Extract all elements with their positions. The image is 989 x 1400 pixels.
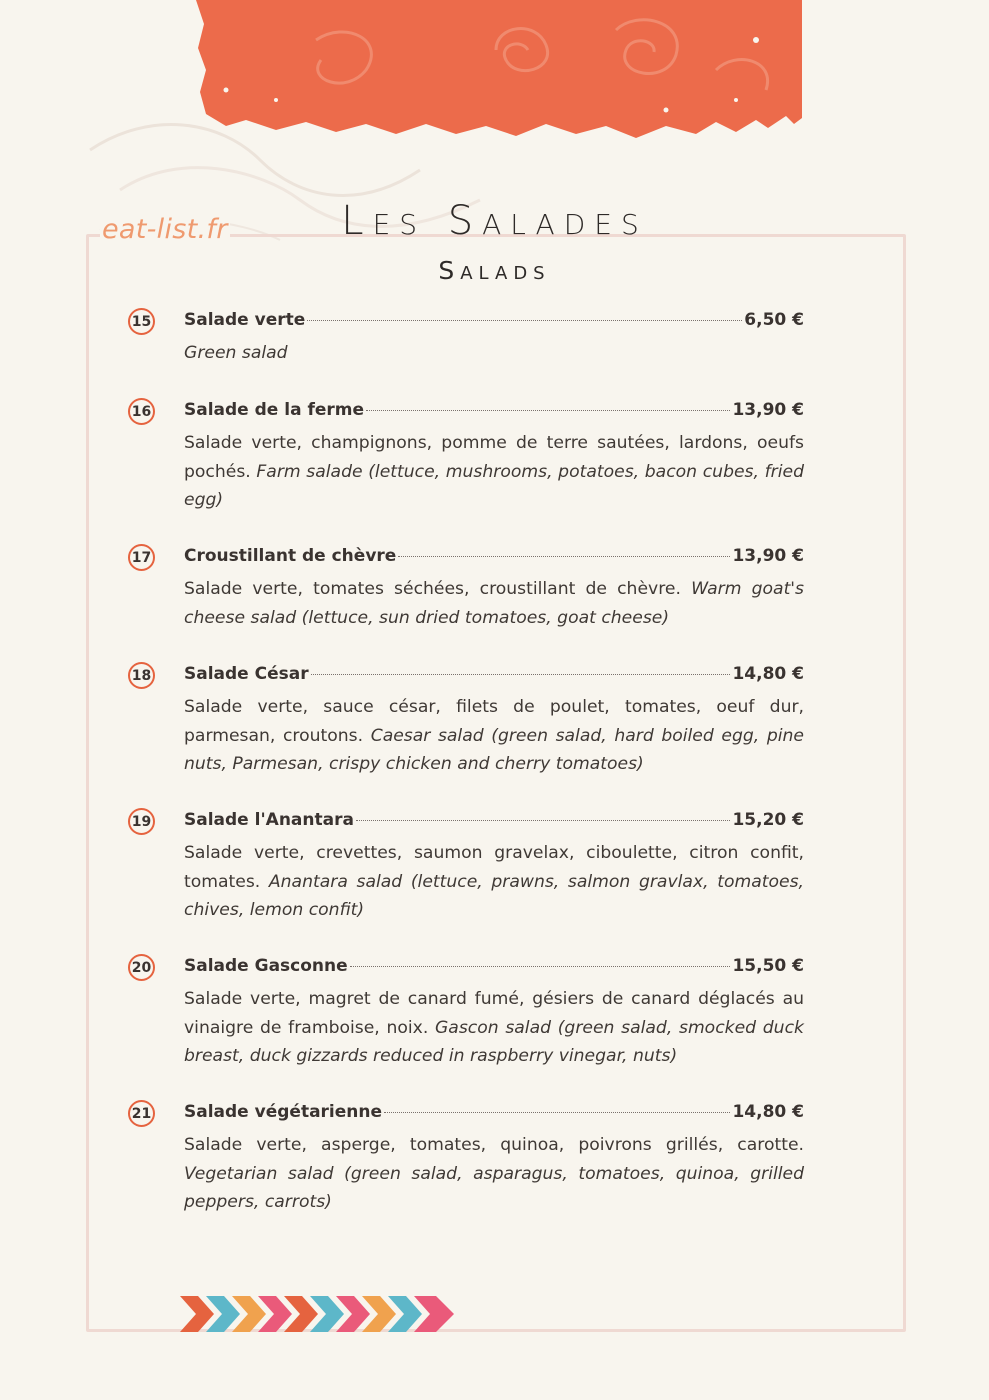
item-price: 15,50 € (732, 956, 804, 976)
item-header (184, 956, 804, 976)
dot-leader (307, 320, 742, 321)
item-number-badge: 16 (128, 398, 155, 425)
dot-leader (398, 556, 730, 557)
item-number-badge: 15 (128, 308, 155, 335)
item-price: 14,80 € (732, 1102, 804, 1122)
item-name: Salade Gasconne (184, 956, 348, 976)
description-en: Vegetarian salad (green salad, asparagus, tomatoes, quinoa, grilled peppers, carrots) (184, 1163, 804, 1213)
item-price: 13,90 € (732, 400, 804, 420)
item-header (184, 400, 804, 420)
item-header (184, 546, 804, 566)
item-description (184, 1131, 804, 1217)
dot-leader (384, 1112, 730, 1113)
item-price: 15,20 € (732, 810, 804, 830)
item-number-badge: 21 (128, 1100, 155, 1127)
item-description (184, 339, 804, 368)
item-description (184, 429, 804, 515)
orange-brush-banner (196, 0, 802, 140)
description-en: Warm goat's cheese salad (lettuce, sun dried tomatoes, goat cheese) (184, 579, 804, 628)
item-description (184, 839, 804, 925)
item-name: Salade verte (184, 310, 306, 330)
page-title: Les Salades (341, 198, 648, 244)
description-fr: Salade verte, sauce césar, filets de poulet, tomates, oeuf dur, parmesan, croutons. (184, 697, 804, 746)
item-number-badge: 19 (128, 808, 155, 835)
dot-leader (311, 674, 731, 675)
item-name: Salade de la ferme (184, 400, 365, 420)
item-name: Salade végétarienne (184, 1102, 383, 1122)
item-description (184, 575, 804, 632)
item-name: Salade César (184, 664, 309, 684)
description-fr: Salade verte, crevettes, saumon gravelax, ciboulette, citron confit, tomates. (184, 843, 804, 892)
item-header (184, 810, 804, 830)
item-number-badge: 20 (128, 954, 155, 981)
item-number-badge: 18 (128, 662, 155, 689)
description-fr: Salade verte, tomates séchées, croustillant de chèvre. (184, 579, 692, 599)
item-price: 6,50 € (744, 310, 804, 330)
item-number-badge: 17 (128, 544, 155, 571)
description-fr: Salade verte, magret de canard fumé, gésiers de canard déglacés au vinaigre de framboise, noix. (184, 989, 804, 1038)
description-en: Anantara salad (lettuce, prawns, salmon gravlax, tomatoes, chives, lemon confit) (184, 871, 804, 921)
decorative-chevrons (180, 1292, 460, 1336)
item-header (184, 310, 804, 330)
page-subtitle: Salads (438, 256, 551, 285)
description-fr: Salade verte, champignons, pomme de terre sautées, lardons, oeufs pochés. (184, 433, 804, 482)
item-header (184, 664, 804, 684)
item-name: Croustillant de chèvre (184, 546, 397, 566)
item-price: 14,80 € (732, 664, 804, 684)
item-description (184, 985, 804, 1071)
description-fr: Salade verte, asperge, tomates, quinoa, poivrons grillés, carotte. (184, 1135, 804, 1155)
item-price: 13,90 € (732, 546, 804, 566)
item-header (184, 1102, 804, 1122)
dot-leader (350, 966, 731, 967)
description-en: Green salad (184, 343, 288, 363)
description-en: Caesar salad (green salad, hard boiled egg, pine nuts, Parmesan, crispy chicken and cherry tomatoes) (184, 725, 804, 775)
description-en: Gascon salad (green salad, smocked duck breast, duck gizzards reduced in raspberry vinegar, nuts) (184, 1017, 804, 1067)
watermark: eat-list.fr (102, 214, 228, 245)
dot-leader (356, 820, 731, 821)
description-en: Farm salade (lettuce, mushrooms, potatoes, bacon cubes, fried egg) (184, 461, 804, 511)
item-description (184, 693, 804, 779)
dot-leader (366, 410, 730, 411)
item-name: Salade l'Anantara (184, 810, 354, 830)
